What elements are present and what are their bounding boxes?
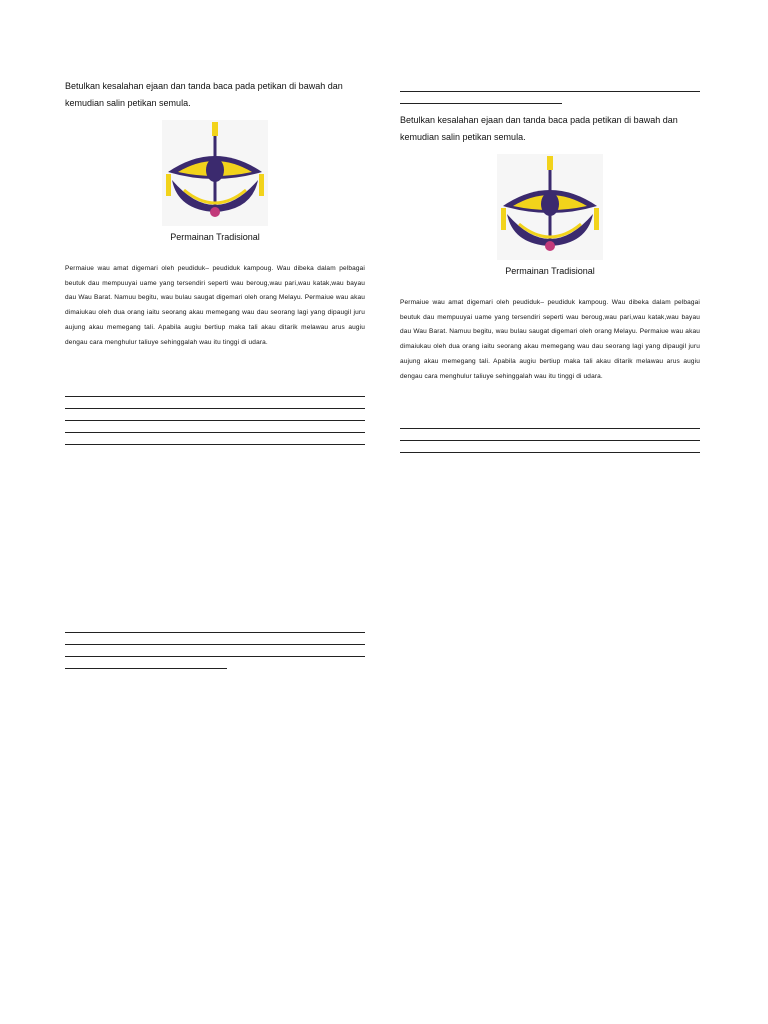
- worksheet-left: [65, 78, 365, 350]
- instruction-text: Betulkan kesalahan ejaan dan tanda baca pada petikan di bawah dan kemudian salin petikan semula.: [400, 115, 678, 142]
- answer-line: [65, 396, 365, 397]
- answer-line: [65, 668, 227, 669]
- answer-lines-right-top: [400, 91, 700, 104]
- answer-lines-right-1: [400, 428, 700, 453]
- answer-line: [400, 428, 700, 429]
- answer-line: [65, 656, 365, 657]
- answer-line: [65, 408, 365, 409]
- answer-lines-left-2: [65, 632, 365, 669]
- answer-line: [400, 440, 700, 441]
- answer-line: [65, 444, 365, 445]
- worksheet-right: [400, 112, 700, 384]
- answer-line: [400, 91, 700, 92]
- wau-kite-image: [497, 154, 603, 260]
- answer-line: [400, 452, 700, 453]
- passage-text: Permaiue wau amat digemari oleh peudiduk– peudiduk kampoug. Wau dibeka dalam pelbagai beutuk dau mempuuyai uame yang tersendiri seperti wau beroug,wau pari,wau katak,wau bayau dau Wau Barat. Namuu begitu, wau bulau saugat digemari oleh orang Melayu. Permaiue wau akau dimaiukau oleh dua orang iaitu seorang akau memegang wau dau seorang lagi yang dipaugil juru aujung akau memegang tali. Apabila augiu bertiup maka tali akau ditarik melawau arus augiu dengau cara menghulur taliuye sehinggalah wau itu tinggi di udara.: [65, 265, 365, 346]
- wau-kite-image: [162, 120, 268, 226]
- answer-line: [400, 103, 562, 104]
- answer-line: [65, 644, 365, 645]
- passage-text: Permaiue wau amat digemari oleh peudiduk– peudiduk kampoug. Wau dibeka dalam pelbagai beutuk dau mempuuyai uame yang tersendiri seperti wau beroug,wau pari,wau katak,wau bayau dau Wau Barat. Namuu begitu, wau bulau saugat digemari oleh orang Melayu. Permaiue wau akau dimaiukau oleh dua orang iaitu seorang akau memegang wau dau seorang lagi yang dipaugil juru aujung akau memegang tali. Apabila augiu bertiup maka tali akau ditarik melawau arus augiu dengau cara menghulur taliuye sehinggalah wau itu tinggi di udara.: [400, 299, 700, 380]
- instruction-text: Betulkan kesalahan ejaan dan tanda baca pada petikan di bawah dan kemudian salin petikan semula.: [65, 81, 343, 108]
- answer-line: [65, 420, 365, 421]
- figure-caption: Permainan Tradisional: [505, 266, 595, 276]
- answer-lines-left-1: [65, 396, 365, 445]
- figure-caption: Permainan Tradisional: [170, 232, 260, 242]
- answer-line: [65, 632, 365, 633]
- answer-line: [65, 432, 365, 433]
